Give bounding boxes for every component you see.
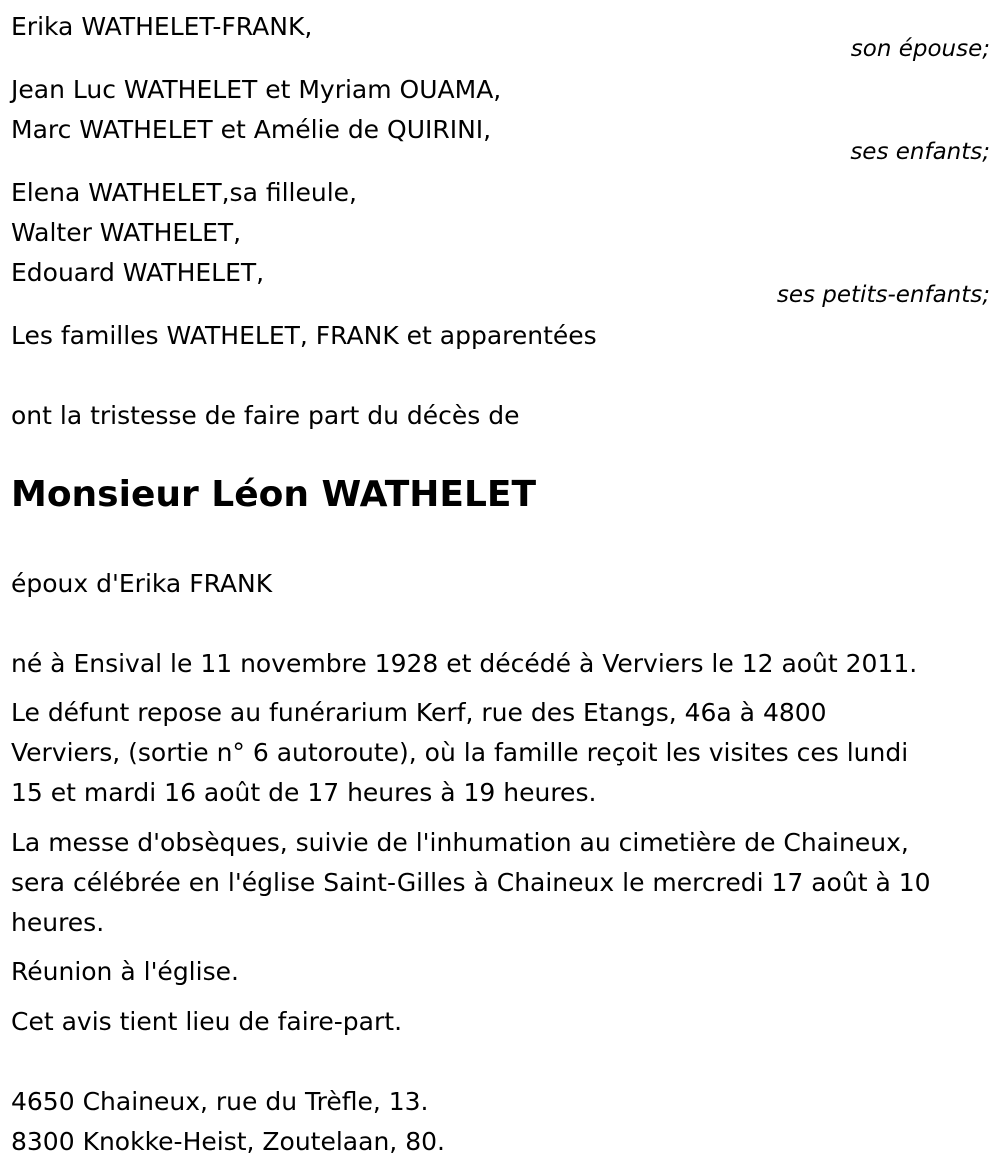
birth-death-line: né à Ensival le 11 novembre 1928 et décédé à Verviers le 12 août 2011. (11, 649, 918, 678)
mass-line: heures. (11, 908, 105, 937)
child-line: Marc WATHELET et Amélie de QUIRINI, (11, 115, 492, 144)
announcement-text: ont la tristesse de faire part du décès de (11, 401, 520, 430)
rest-line: Le défunt repose au funérarium Kerf, rue des Etangs, 46a à 4800 (11, 698, 827, 727)
notice-line: Cet avis tient lieu de faire-part. (11, 1007, 403, 1036)
mass-line: La messe d'obsèques, suivie de l'inhumation au cimetière de Chaineux, (11, 828, 909, 857)
children-role: ses enfants; (850, 139, 990, 165)
spouse-of-line: époux d'Erika FRANK (11, 569, 273, 598)
families-line: Les familles WATHELET, FRANK et apparentées (11, 321, 597, 350)
rest-line: Verviers, (sortie n° 6 autoroute), où la famille reçoit les visites ces lundi (11, 738, 909, 767)
address-line: 8300 Knokke-Heist, Zoutelaan, 80. (11, 1127, 445, 1156)
address-line: 4650 Chaineux, rue du Trèfle, 13. (11, 1087, 429, 1116)
spouse-role: son épouse; (850, 36, 990, 62)
meeting-line: Réunion à l'église. (11, 957, 239, 986)
mass-line: sera célébrée en l'église Saint-Gilles à Chaineux le mercredi 17 août à 10 (11, 868, 931, 897)
spouse-line: Erika WATHELET-FRANK, (11, 12, 313, 41)
grandchild-line: Elena WATHELET,sa filleule, (11, 178, 357, 207)
grandchild-line: Walter WATHELET, (11, 218, 242, 247)
grandchild-line: Edouard WATHELET, (11, 258, 265, 287)
child-line: Jean Luc WATHELET et Myriam OUAMA, (11, 75, 502, 104)
rest-line: 15 et mardi 16 août de 17 heures à 19 heures. (11, 778, 597, 807)
grandchildren-role: ses petits-enfants; (776, 282, 990, 308)
deceased-name: Monsieur Léon WATHELET (11, 474, 537, 515)
